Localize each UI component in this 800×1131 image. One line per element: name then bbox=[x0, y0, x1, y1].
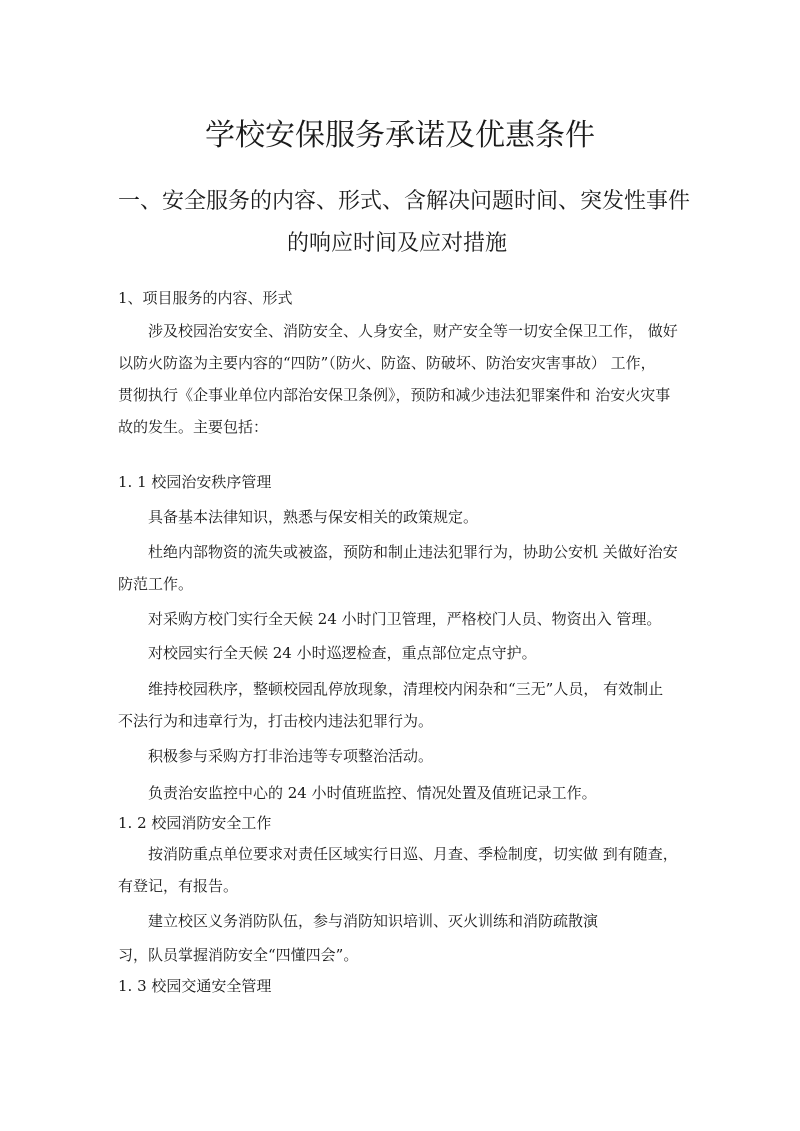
document-title: 学校安保服务承诺及优惠条件 bbox=[205, 118, 595, 153]
paragraph-7: 积极参与采购方打非治违等专项整治活动。 bbox=[148, 747, 434, 765]
paragraph-9-line-2: 有登记，有报告。 bbox=[118, 877, 239, 895]
paragraph-3-line-2: 防范工作。 bbox=[118, 575, 194, 593]
paragraph-6-line-2: 不法行为和违章行为，打击校内违法犯罪行为。 bbox=[118, 712, 434, 730]
section-heading-line-1: 一、安全服务的内容、形式、含解决问题时间、突发性事件 bbox=[118, 189, 691, 214]
subsection-1-1-heading: 1. 1 校园治安秩序管理 bbox=[118, 473, 272, 491]
paragraph-1-line-1: 涉及校园治安安全、消防安全、人身安全，财产安全等一切安全保卫工作， 做好 bbox=[148, 322, 678, 340]
subsection-1-heading: 1、项目服务的内容、形式 bbox=[118, 289, 293, 307]
paragraph-5: 对校园实行全天候 24 小时巡逻检查，重点部位定点守护。 bbox=[148, 644, 537, 662]
paragraph-8: 负责治安监控中心的 24 小时值班监控、情况处置及值班记录工作。 bbox=[148, 784, 597, 802]
paragraph-10-line-2: 习，队员掌握消防安全“四懂四会”。 bbox=[118, 946, 359, 964]
paragraph-2: 具备基本法律知识，熟悉与保安相关的政策规定。 bbox=[148, 508, 479, 526]
paragraph-1-line-4: 故的发生。主要包括： bbox=[118, 418, 269, 436]
paragraph-9-line-1: 按消防重点单位要求对责任区域实行日巡、月查、季检制度，切实做 到有随查， bbox=[148, 845, 678, 863]
subsection-1-2-heading: 1. 2 校园消防安全工作 bbox=[118, 814, 272, 832]
paragraph-1-line-3: 贯彻执行《企事业单位内部治安保卫条例》，预防和减少违法犯罪案件和 治安火灾事 bbox=[118, 386, 671, 404]
section-heading-line-2: 的响应时间及应对措施 bbox=[287, 231, 508, 256]
subsection-1-3-heading: 1. 3 校园交通安全管理 bbox=[118, 977, 272, 995]
paragraph-10-line-1: 建立校区义务消防队伍，参与消防知识培训、灭火训练和消防疏散演 bbox=[148, 912, 599, 930]
paragraph-1-line-2: 以防火防盗为主要内容的“四防”（防火、防盗、防破坏、防治安灾害事故） 工作， bbox=[118, 354, 656, 372]
paragraph-3-line-1: 杜绝内部物资的流失或被盗，预防和制止违法犯罪行为，协助公安机 关做好治安 bbox=[148, 543, 678, 561]
paragraph-6-line-1: 维持校园秩序，整顿校园乱停放现象，清理校内闲杂和“三无”人员， 有效制止 bbox=[148, 680, 664, 698]
paragraph-4: 对采购方校门实行全天候 24 小时门卫管理，严格校门人员、物资出入 管理。 bbox=[148, 610, 662, 628]
